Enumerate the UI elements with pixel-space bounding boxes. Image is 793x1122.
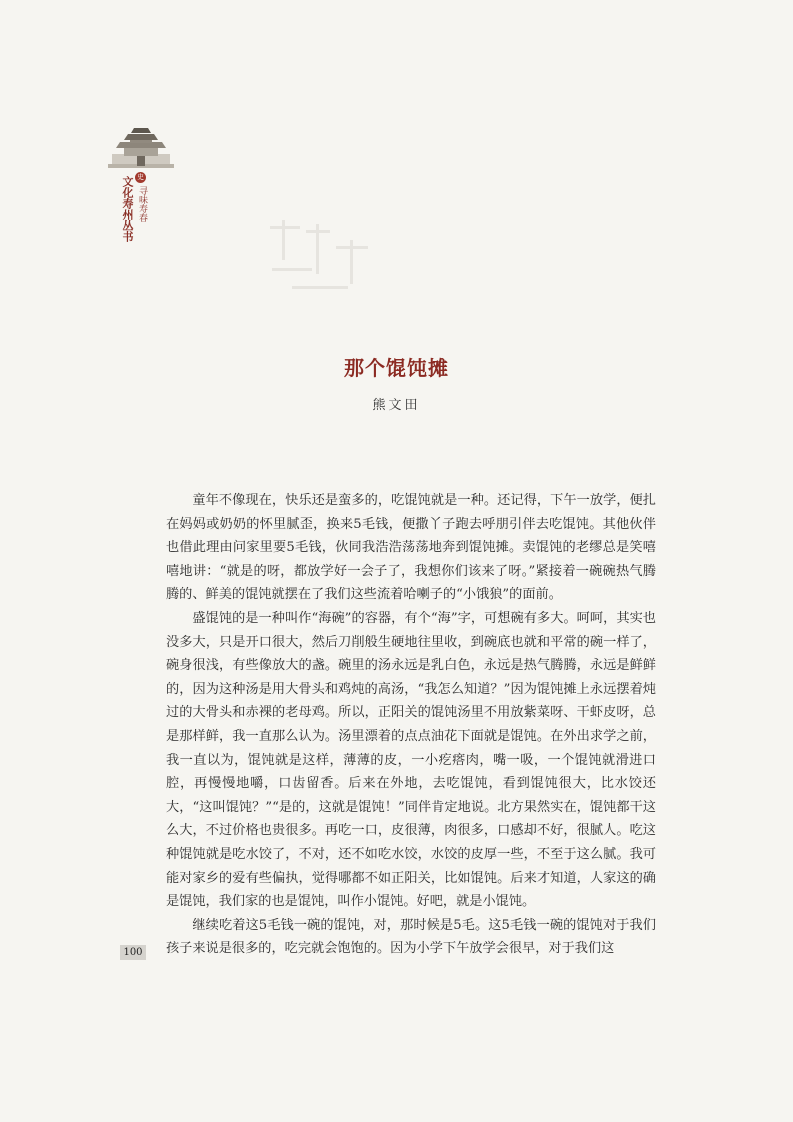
page-number: 100 [120, 945, 146, 960]
series-title: 文化寿州丛书 [121, 176, 134, 242]
article-title: 那个馄饨摊 [344, 356, 449, 380]
decorative-brush-marks [262, 216, 382, 316]
article-author: 熊文田 [372, 398, 421, 413]
series-subtitle: 寻味寿春 [137, 186, 147, 222]
paragraph: 童年不像现在，快乐还是蛮多的，吃馄饨就是一种。还记得，下午一放学，便扎在妈妈或奶奶的怀里腻歪，换来5毛钱，便撒丫子跑去呼朋引伴去吃馄饨。其他伙伴也借此理由问家里要5毛钱，伙同我浩浩荡荡地奔到馄饨摊。卖馄饨的老缪总是笑嘻嘻地讲：“就是的呀，都放学好一会子了，我想你们该来了呀。”紧接着一碗碗热气腾腾的、鲜美的馄饨就摆在了我们这些流着哈喇子的“小饿狼”的面前。 [166, 493, 656, 603]
series-badge: 史 [137, 173, 144, 181]
paragraph: 盛馄饨的是一种叫作“海碗”的容器，有个“海”字，可想碗有多大。呵呵，其实也没多大，只是开口很大，然后刀削般生硬地往里收，到碗底也就和平常的碗一样了，碗身很浅，有些像放大的盏。碗里的汤永远是乳白色，永远是热气腾腾，永远是鲜鲜的，因为这种汤是用大骨头和鸡炖的高汤，“我怎么知道？”因为馄饨摊上永远摆着炖过的大骨头和赤裸的老母鸡。所以，正阳关的馄饨汤里不用放紫菜呀、干虾皮呀，总是那样鲜，我一直那么认为。汤里漂着的点点油花下面就是馄饨。在外出求学之前，我一直以为，馄饨就是这样，薄薄的皮，一小疙瘩肉，嘴一吸，一个馄饨就滑进口腔，再慢慢地嚼，口齿留香。后来在外地，去吃馄饨，看到馄饨很大，比水饺还大，“这叫馄饨？”“是的，这就是馄饨！”同伴肯定地说。北方果然实在，馄饨都干这么大，不过价格也贵很多。再吃一口，皮很薄，肉很多，口感却不好，很腻人。吃这种馄饨就是吃水饺了，不对，还不如吃水饺，水饺的皮厚一些，不至于这么腻。我可能对家乡的爱有些偏执，觉得哪都不如正阳关，比如馄饨。后来才知道，人家这的确是馄饨，我们家的也是馄饨，叫作小馄饨。好吧，就是小馄饨。 [166, 610, 656, 910]
article-body [166, 489, 656, 961]
city-gate-emblem [106, 124, 176, 170]
paragraph: 继续吃着这5毛钱一碗的馄饨，对，那时候是5毛。这5毛钱一碗的馄饨对于我们孩子来说是很多的，吃完就会饱饱的。因为小学下午放学会很早，对于我们这 [166, 917, 656, 957]
